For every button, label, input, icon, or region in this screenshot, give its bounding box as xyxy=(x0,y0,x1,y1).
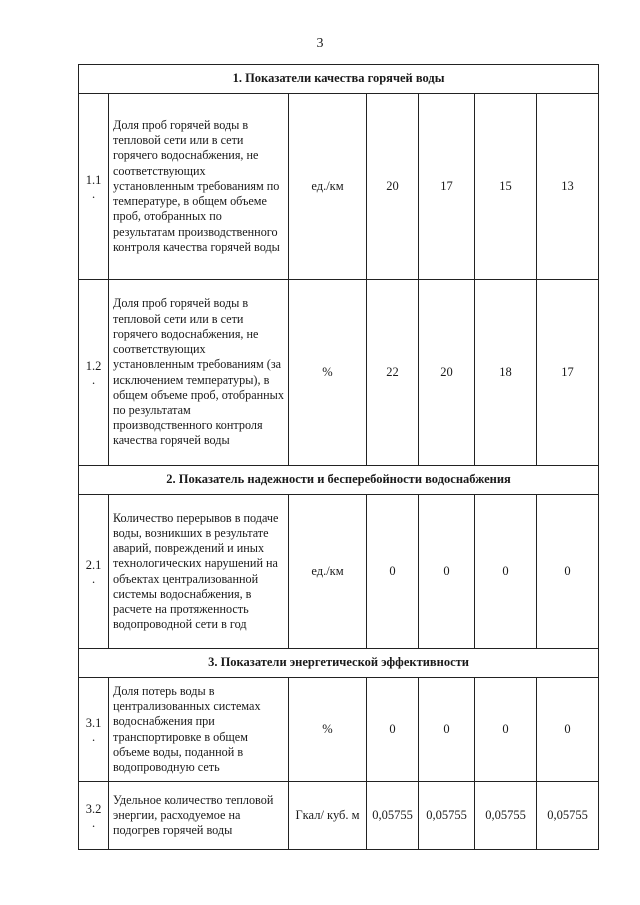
row-number-suffix: . xyxy=(91,816,96,831)
row-value: 20 xyxy=(367,94,419,280)
row-value: 0 xyxy=(419,495,475,649)
row-description: Доля проб горячей воды в тепловой сети или в сети горячего водоснабжения, не соответствующих установленным требованиям по температуре, в общем объеме проб, отобранных по результатам производственного контроля качества горячей воды xyxy=(109,94,289,280)
section-header-row xyxy=(79,65,599,94)
row-value: 22 xyxy=(367,280,419,466)
section-header-row xyxy=(79,649,599,678)
row-value: 0 xyxy=(367,678,419,782)
row-value: 17 xyxy=(537,280,599,466)
row-number xyxy=(79,495,109,649)
row-number xyxy=(79,280,109,466)
row-description: Доля потерь воды в централизованных системах водоснабжения при транспортировке в общем объеме воды, поданной в водопроводную сеть xyxy=(109,678,289,782)
table-row xyxy=(79,280,599,466)
section-header-row xyxy=(79,466,599,495)
row-value: 0,05755 xyxy=(475,782,537,850)
row-number xyxy=(79,782,109,850)
row-number xyxy=(79,678,109,782)
row-value: 0 xyxy=(419,678,475,782)
table-row xyxy=(79,94,599,280)
row-value: 17 xyxy=(419,94,475,280)
row-number-suffix: . xyxy=(91,373,96,388)
row-description: Доля проб горячей воды в тепловой сети или в сети горячего водоснабжения, не соответствующих установленным требованиям (за исключением температуры), в общем объеме проб, отобранных по результатам производственного контроля качества горячей воды xyxy=(109,280,289,466)
section-title: 2. Показатель надежности и бесперебойности водоснабжения xyxy=(79,466,599,495)
section-title: 1. Показатели качества горячей воды xyxy=(79,65,599,94)
row-unit: % xyxy=(289,280,367,466)
row-value: 0 xyxy=(537,678,599,782)
table-row xyxy=(79,495,599,649)
row-number-suffix: . xyxy=(91,187,96,202)
row-number-suffix: . xyxy=(91,572,96,587)
row-number-label: 2.1 xyxy=(85,557,102,572)
indicators-table xyxy=(78,64,599,850)
table-row xyxy=(79,782,599,850)
row-value: 20 xyxy=(419,280,475,466)
table-row xyxy=(79,678,599,782)
row-number-label: 1.2 xyxy=(85,358,102,373)
row-description: Количество перерывов в подаче воды, возникших в результате аварий, повреждений и иных технологических нарушений на объектах централизованной системы водоснабжения, в расчете на протяженность водопроводной сети в год xyxy=(109,495,289,649)
row-unit: % xyxy=(289,678,367,782)
row-number-label: 3.2 xyxy=(85,801,102,816)
row-value: 13 xyxy=(537,94,599,280)
row-unit: Гкал/ куб. м xyxy=(289,782,367,850)
section-title: 3. Показатели энергетической эффективности xyxy=(79,649,599,678)
row-value: 0,05755 xyxy=(419,782,475,850)
row-value: 0,05755 xyxy=(537,782,599,850)
row-value: 0 xyxy=(475,495,537,649)
row-number-label: 3.1 xyxy=(85,715,102,730)
row-value: 0 xyxy=(367,495,419,649)
row-unit: ед./км xyxy=(289,94,367,280)
row-unit: ед./км xyxy=(289,495,367,649)
row-number-label: 1.1 xyxy=(85,172,102,187)
row-description: Удельное количество тепловой энергии, расходуемое на подогрев горячей воды xyxy=(109,782,289,850)
row-number xyxy=(79,94,109,280)
page-number: 3 xyxy=(316,36,324,51)
row-value: 0,05755 xyxy=(367,782,419,850)
row-value: 15 xyxy=(475,94,537,280)
row-value: 0 xyxy=(537,495,599,649)
row-value: 0 xyxy=(475,678,537,782)
row-value: 18 xyxy=(475,280,537,466)
row-number-suffix: . xyxy=(91,730,96,745)
